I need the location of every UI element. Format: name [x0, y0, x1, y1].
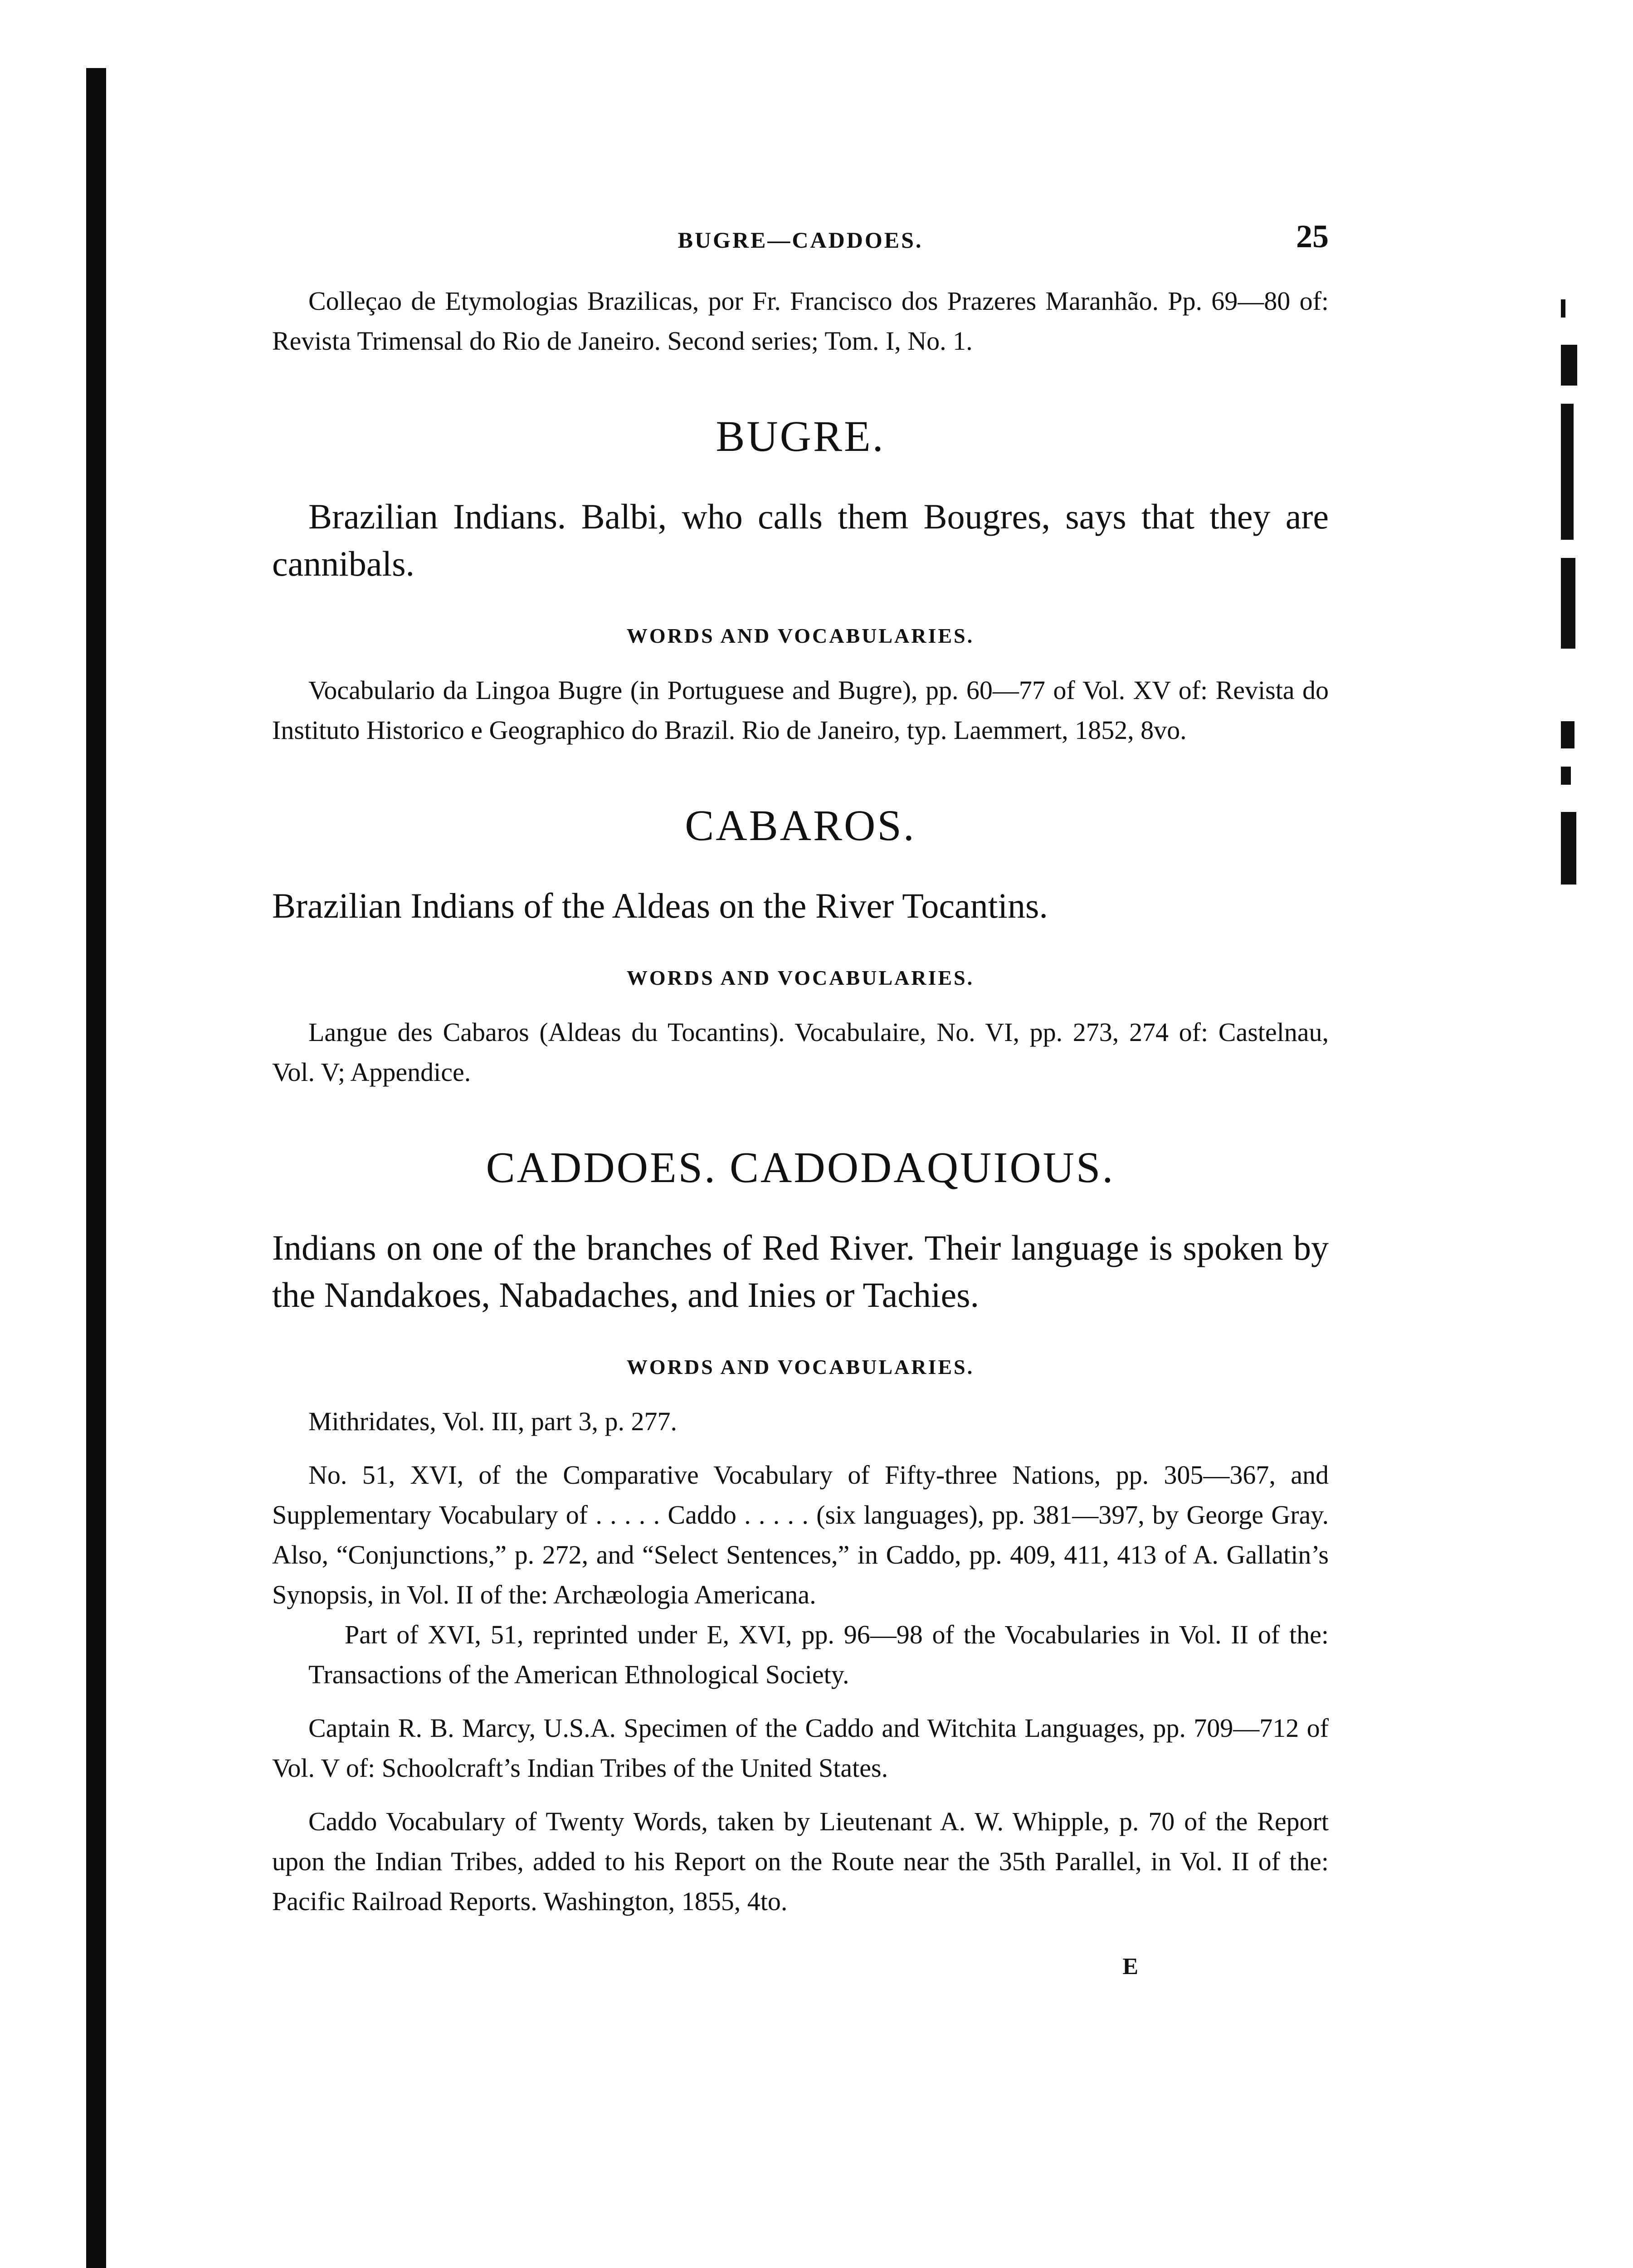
cabaros-words-heading: WORDS AND VOCABULARIES.: [626, 966, 975, 989]
scan-edge-marks: [1560, 227, 1578, 885]
cabaros-heading: CABAROS.: [685, 801, 916, 850]
binding-edge: [86, 68, 106, 2268]
intro-entry: Colleçao de Etymologias Brazilicas, por Fr. Francisco dos Prazeres Maranhão. Pp. 69—80 of: Revista Trimensal do Rio de Janeiro. Second series; Tom. I, No. 1.: [272, 286, 1329, 356]
page-header: [272, 218, 1329, 281]
bugre-heading: BUGRE.: [716, 412, 885, 460]
cabaros-entry: Langue des Cabaros (Aldeas du Tocantins). Vocabulaire, No. VI, pp. 273, 274 of: Castelnau, Vol. V; Appendice.: [272, 1017, 1329, 1087]
bugre-words-heading: WORDS AND VOCABULARIES.: [626, 624, 975, 647]
caddoes-entry-marcy: Captain R. B. Marcy, U.S.A. Specimen of the Caddo and Witchita Languages, pp. 709—712 of Vol. V of: Schoolcraft’s Indian Tribes of the United States.: [272, 1713, 1329, 1783]
caddoes-entry-whipple: Caddo Vocabulary of Twenty Words, taken by Lieutenant A. W. Whipple, p. 70 of the Report upon the Indian Tribes, added to his Report on the Route near the 35th Parallel, in Vol. II of the: Pacific Railroad Reports. Washington, 1855, 4to.: [272, 1807, 1329, 1916]
signature-mark: E: [1122, 1954, 1138, 1980]
caddoes-entry-mithridates: Mithridates, Vol. III, part 3, p. 277.: [308, 1407, 677, 1436]
caddoes-entry-reprint: Part of XVI, 51, reprinted under E, XVI, pp. 96—98 of the Vocabularies in Vol. II of the: Transactions of the American Ethnological Society.: [308, 1620, 1329, 1689]
page-number: 25: [1296, 218, 1329, 254]
caddoes-description: Indians on one of the branches of Red River. Their language is spoken by the Nandakoes, Nabadaches, and Inies or Tachies.: [272, 1228, 1329, 1315]
cabaros-description: Brazilian Indians of the Aldeas on the River Tocantins.: [272, 886, 1048, 925]
caddoes-heading: CADDOES. CADODAQUIOUS.: [486, 1143, 1115, 1192]
running-title: BUGRE—CADDOES.: [678, 227, 923, 253]
bugre-entry: Vocabulario da Lingoa Bugre (in Portuguese and Bugre), pp. 60—77 of Vol. XV of: Revista do Instituto Historico e Geographico do Brazil. Rio de Janeiro, typ. Laemmert, 1852, 8vo.: [272, 675, 1329, 745]
caddoes-entry-comparative: No. 51, XVI, of the Comparative Vocabulary of Fifty-three Nations, pp. 305—367, and Supplementary Vocabulary of . . . . . Caddo . . . . . (six languages), pp. 381—397, by George Gray. Also, “Conjunctions,” p. 272, and “Select Sentences,” in Caddo, pp. 409, 411, 413 of A. Gallatin’s Synopsis, in Vol. II of the: Archæologia Americana.: [272, 1460, 1329, 1609]
page-content: [272, 218, 1329, 1980]
bugre-description: Brazilian Indians. Balbi, who calls them Bougres, says that they are cannibals.: [272, 497, 1329, 583]
caddoes-words-heading: WORDS AND VOCABULARIES.: [626, 1355, 975, 1378]
